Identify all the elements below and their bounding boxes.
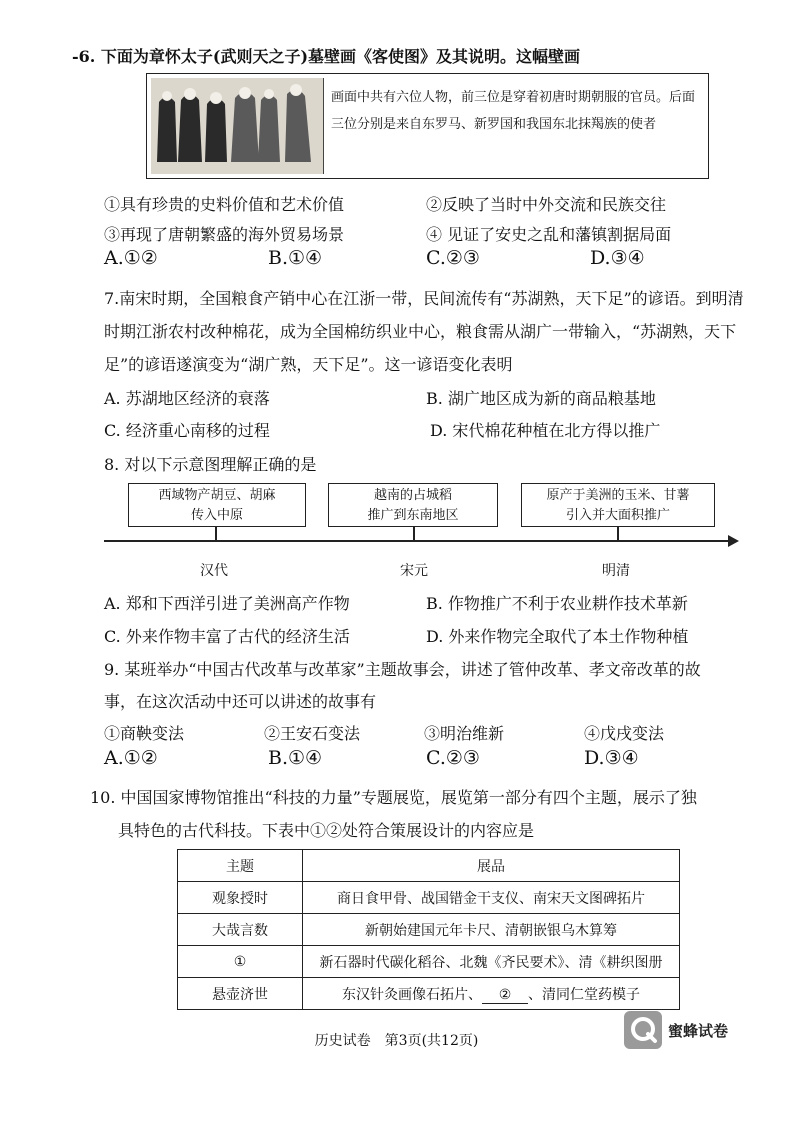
timeline-box-han [128,483,306,527]
era-mingqing: 明清 [602,563,630,579]
era-songyuan: 宋元 [400,563,428,579]
q6-choice-d: D.③④ [590,247,645,269]
q10-line-2: 具特色的古代科技。下表中①②处符合策展设计的内容应是 [118,821,535,840]
mural-image [151,78,324,174]
q8-option-b: B. 作物推广不利于农业耕作技术革新 [426,594,688,613]
q9-line-2: 事，在这次活动中还可以讲述的故事有 [104,692,377,711]
timeline-box-mingqing-line1: 原产于美洲的玉米、甘薯 [546,488,690,503]
timeline-box-songyuan [328,483,498,527]
q9-choice-b: B.①④ [268,747,323,769]
q7-line-1: 7.南宋时期，全国粮食产销中心在江浙一带，民间流传有“苏湖熟，天下足”的谚语。到明清 [104,289,744,308]
table-row [178,946,680,978]
theme-cell: 大哉言数 [178,914,303,946]
page-footer: 历史试卷 第3页(共12页) [314,1033,479,1049]
q6-choice-c: C.②③ [426,247,480,269]
table-header-row [178,850,680,882]
theme-cell: 观象授时 [178,882,303,914]
logo-text: 蜜蜂试卷 [668,1022,729,1040]
exhibits-text: 东汉针灸画像石拓片、 [342,986,482,1003]
q9-choice-d: D.③④ [584,747,639,769]
q7-option-a: A. 苏湖地区经济的衰落 [104,389,270,408]
q9-line-1: 9. 某班举办“中国古代改革与改革家”主题故事会，讲述了管仲改革、孝文帝改革的故 [104,660,701,679]
timeline-tick-songyuan [413,527,415,541]
answer-blank: ② [482,987,528,1004]
bee-logo-icon [624,1011,662,1049]
timeline-box-songyuan-line2: 推广到东南地区 [367,508,459,523]
table-row [178,914,680,946]
q8-option-d: D. 外来作物完全取代了本土作物种植 [426,627,689,646]
q6-option-4: ④ 见证了安史之乱和藩镇割据局面 [426,225,672,244]
q9-choice-c: C.②③ [426,747,480,769]
q6-option-1: ①具有珍贵的史料价值和艺术价值 [104,195,345,214]
q8-option-c: C. 外来作物丰富了古代的经济生活 [104,627,350,646]
q6-option-2: ②反映了当时中外交流和民族交往 [426,195,667,214]
q9-option-2: ②王安石变法 [264,724,361,743]
timeline-box-mingqing-line2: 引入并大面积推广 [565,508,670,523]
timeline-axis [104,540,730,542]
exhibits-cell [303,978,680,1010]
table-row [178,882,680,914]
q9-choice-a: A.①② [104,747,158,769]
table-row [178,978,680,1010]
q7-option-b: B. 湖广地区成为新的商品粮基地 [426,389,656,408]
header-exhibits: 展品 [303,850,680,882]
exhibits-cell: 新石器时代碳化稻谷、北魏《齐民要术》、清《耕织图册 [303,946,680,978]
q7-option-d: D. 宋代棉花种植在北方得以推广 [430,421,661,440]
exhibits-cell: 商日食甲骨、战国错金干支仪、南宋天文图碑拓片 [303,882,680,914]
q9-option-3: ③明治维新 [424,724,505,743]
q6-choice-a: A.①② [104,247,158,269]
timeline-box-mingqing [521,483,715,527]
exhibit-table [177,849,680,1010]
timeline-arrow [728,535,739,547]
timeline-tick-mingqing [617,527,619,541]
q7-line-3: 足”的谚语遂演变为“湖广熟，天下足”。这一谚语变化表明 [104,355,513,374]
exhibits-tail: 、清同仁堂药模子 [528,986,640,1003]
timeline-box-songyuan-line1: 越南的占城稻 [373,488,452,503]
timeline-tick-han [215,527,217,541]
q9-option-4: ④戊戌变法 [584,724,665,743]
header-theme: 主题 [178,850,303,882]
theme-cell: 悬壶济世 [178,978,303,1010]
q10-line-1: 10. 中国国家博物馆推出“科技的力量”专题展览，展览第一部分有四个主题，展示了独 [90,788,697,807]
q8-option-a: A. 郑和下西洋引进了美洲高产作物 [104,594,350,613]
timeline-box-han-line2: 传入中原 [190,508,243,523]
timeline-box-han-line1: 西域物产胡豆、胡麻 [158,488,276,503]
q7-option-c: C. 经济重心南移的过程 [104,421,270,440]
q6-stem: -6. 下面为章怀太子(武则天之子)墓壁画《客使图》及其说明。这幅壁画 [72,47,581,66]
exhibits-cell: 新朝始建国元年卡尺、清朝嵌银乌木算筹 [303,914,680,946]
q6-figure [146,73,709,179]
q7-line-2: 时期江浙农村改种棉花，成为全国棉纺织业中心，粮食需从湖广一带输入，“苏湖熟，天下 [104,322,737,341]
q9-option-1: ①商鞅变法 [104,724,185,743]
q8-stem: 8. 对以下示意图理解正确的是 [104,455,317,474]
q6-option-3: ③再现了唐朝繁盛的海外贸易场景 [104,225,345,244]
era-han: 汉代 [200,563,228,579]
theme-cell: ① [178,946,303,978]
q6-choice-b: B.①④ [268,247,323,269]
mural-caption: 画面中共有六位人物，前三位是穿着初唐时期朝服的官员。后面三位分别是来自东罗马、新罗国和我国东北抹羯族的使者 [331,90,696,132]
